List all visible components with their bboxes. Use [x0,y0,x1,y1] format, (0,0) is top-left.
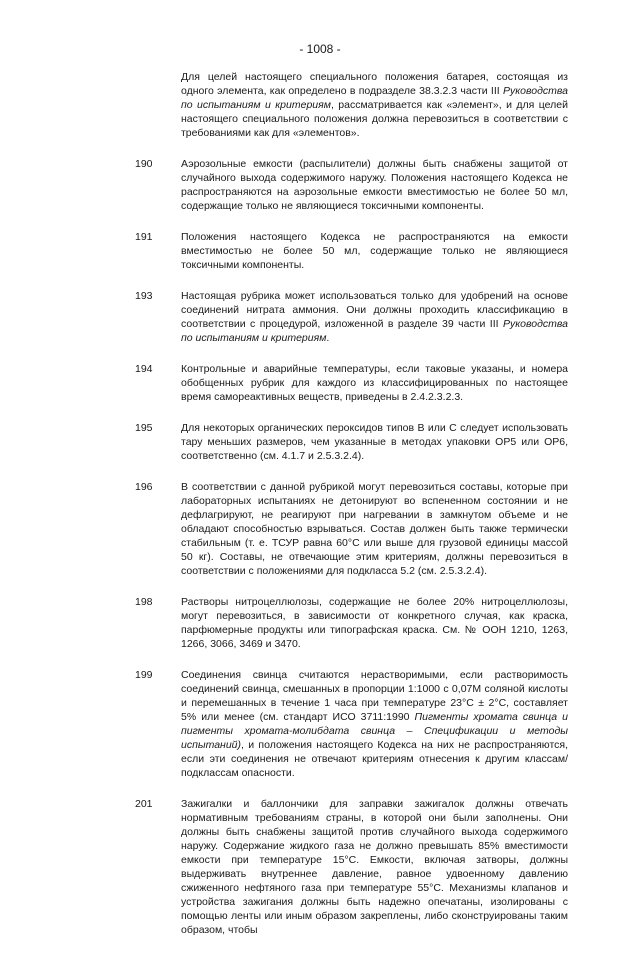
provision-number: 198 [135,596,153,608]
provision-entry [0,70,640,140]
provision-text [181,289,568,345]
text-run: Соединения свинца считаются нерастворимыми, если растворимость соединений свинца, смешанных в пропорции 1:1000 с 0,07М соляной кислоты и перемешанных в течение 1 часа при температуре 23°С ± 2°С, составляет 5% или менее (см. стандарт ИСО 3711:1990 [181,669,568,723]
text-run: , и положения настоящего Кодекса на них не распространяются, если эти соединения не отвечают критериям отнесения к другим классам/подклассам опасности. [181,739,568,779]
provision-text [181,797,568,937]
text-run: Зажигалки и баллончики для заправки зажигалок должны отвечать нормативным требованиям страны, в которой они были заполнены. Они должны быть снабжены защитой против случайного выхода содержимого наружу. Содержание жидкого газа не должно превышать 85% вместимости емкости при температуре 15°С. Емкости, включая затворы, должны выдерживать внутреннее давление, равное удвоенному давлению сжиженного нефтяного газа при температуре 55°С. Механизмы клапанов и устройства зажигания должны быть надежно опечатаны, изолированы с помощью ленты или иным образом закреплены, либо сконструированы таким образом, чтобы [181,798,568,936]
provision-number: 196 [135,481,153,493]
italic-reference: Пигменты хромата свинца и пигменты хромата-молибдата свинца – Спецификации и методы испытаний) [181,711,568,751]
provision-number: 194 [135,363,153,375]
provision-entry [0,230,640,272]
provision-text [181,480,568,578]
text-run: В соответствии с данной рубрикой могут перевозиться составы, которые при лабораторных испытаниях не детонируют во вспененном состоянии и не дефлагрируют, не реагируют при нагревании в замкнутом объеме и не обладают способностью взрываться. Состав должен быть также термически стабильным (т. е. ТСУР равна 60°С или выше для грузовой единицы массой 50 кг). Составы, не отвечающие этим критериям, должны перевозиться в соответствии с положениями для подкласса 5.2 (см. 2.5.3.2.4). [181,481,568,577]
provision-number: 201 [135,798,153,810]
italic-reference: Руководства по испытаниям и критериям [181,85,568,111]
provision-text [181,157,568,213]
text-run: Растворы нитроцеллюлозы, содержащие не более 20% нитроцеллюлозы, могут перевозиться, в зависимости от конкретного случая, как краска, парфюмерные продукты или типографская краска. См. № ООН 1210, 1263, 1266, 3066, 3469 и 3470. [181,596,568,650]
provision-entry [0,157,640,213]
provision-entry [0,595,640,651]
text-run: Контрольные и аварийные температуры, если таковые указаны, и номера обобщенных рубрик для каждого из классифицированных по настоящее время самореактивных веществ, приведены в 2.4.2.3.2.3. [181,363,568,403]
text-run: Для некоторых органических пероксидов типов В или С следует использовать тару меньших размеров, чем указанные в методах упаковки ОР5 или ОР6, соответственно (см. 4.1.7 и 2.5.3.2.4). [181,422,568,462]
text-run: Настоящая рубрика может использоваться только для удобрений на основе соединений нитрата аммония. Они должны проходить классификацию в соответствии с процедурой, изложенной в разделе 39 части III [181,290,568,330]
provision-text [181,421,568,463]
text-run: Аэрозольные емкости (распылители) должны быть снабжены защитой от случайного выхода содержимого наружу. Положения настоящего Кодекса не распространяются на аэрозольные емкости вместимостью не более 50 мл, содержащие только не являющиеся токсичными компоненты. [181,158,568,212]
provision-number: 199 [135,669,153,681]
provision-number: 193 [135,290,153,302]
provision-text [181,668,568,780]
provision-entry [0,668,640,780]
provision-number: 190 [135,158,153,170]
provision-entry [0,421,640,463]
italic-reference: Руководства по испытаниям и критериям [181,318,568,344]
provision-entry [0,289,640,345]
provision-text [181,70,568,140]
provision-text [181,595,568,651]
provision-number: 195 [135,422,153,434]
provision-entry [0,480,640,578]
provision-entry [0,797,640,937]
provision-entry [0,362,640,404]
provisions-list [0,70,640,954]
provision-text [181,362,568,404]
text-run: Для целей настоящего специального положения батарея, состоящая из одного элемента, как определено в подразделе 38.3.2.3 части III [181,71,568,97]
provision-text [181,230,568,272]
page-number: - 1008 - [299,42,341,56]
text-run: . [326,332,330,344]
text-run: Положения настоящего Кодекса не распространяются на емкости вместимостью не более 50 мл, содержащие только не являющиеся токсичными компоненты. [181,231,568,271]
provision-number: 191 [135,231,153,243]
text-run: , рассматривается как «элемент», и для целей настоящего специального положения должна перевозиться в соответствии с требованиями как для «элементов». [181,99,568,139]
